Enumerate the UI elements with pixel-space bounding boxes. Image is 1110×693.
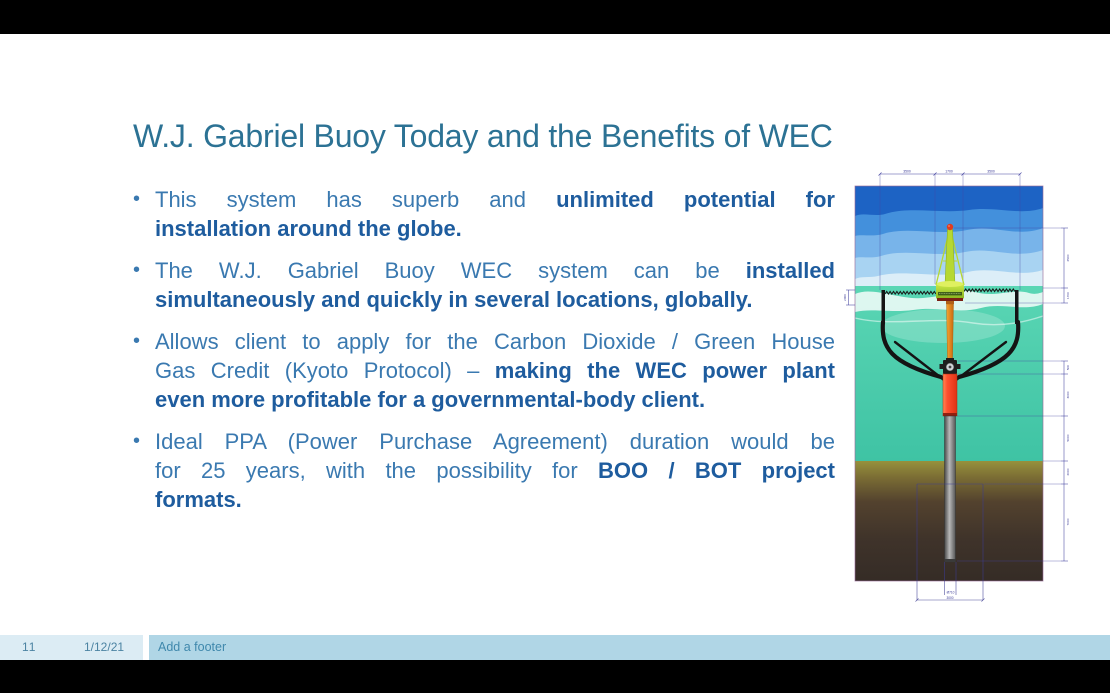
slide-title: W.J. Gabriel Buoy Today and the Benefits of WEC [133, 118, 833, 154]
dim-label-bottom-width: 3000 [946, 595, 954, 600]
slide-canvas [0, 34, 1110, 660]
letterbox-bottom [0, 660, 1110, 693]
bullet-item [133, 327, 835, 414]
left-dimension-bracket [846, 290, 855, 305]
bullet-line: Allows client to apply for the Carbon Dioxide / Green House [155, 329, 835, 354]
bullet-list [133, 185, 835, 527]
bullet-line: formats. [155, 487, 242, 512]
bullet-line: even more profitable for a governmental-body client. [155, 387, 706, 412]
bullet-marker: • [133, 259, 141, 281]
pile-sleeve [943, 374, 957, 416]
bullet-marker: • [133, 188, 141, 210]
bullet-marker: • [133, 330, 141, 352]
bullet-text [155, 327, 835, 414]
dim-label-right-4: 3000 [1066, 391, 1070, 399]
dim-label-right-7: 7000 [1066, 518, 1070, 526]
dim-label-top-left: 3500 [903, 169, 911, 174]
bullet-line: simultaneously and quickly in several locations, globally. [155, 287, 753, 312]
footer-bar [0, 635, 1110, 660]
chain-post-right [1015, 290, 1019, 324]
buoy-diagram-svg [843, 166, 1073, 626]
bullet-text [155, 185, 835, 243]
bullet-text [155, 427, 835, 514]
float-bottom-rim [937, 298, 963, 301]
bullet-marker: • [133, 430, 141, 452]
bullet-line: for 25 years, with the possibility for BOO / BOT project [155, 458, 835, 483]
bullet-line: installation around the globe. [155, 216, 462, 241]
dim-label-right-2: 1700 [1066, 292, 1070, 299]
footer-placeholder[interactable] [149, 635, 1110, 660]
dim-label-top-right: 3500 [987, 169, 995, 174]
letterbox-top [0, 0, 1110, 34]
dim-label-right-5: 5000 [1066, 434, 1070, 442]
footer-meta-section [0, 635, 143, 660]
bullet-line: Ideal PPA (Power Purchase Agreement) duration would be [155, 429, 835, 454]
buoy-diagram [843, 166, 1073, 626]
bullet-item [133, 256, 835, 314]
footer-date: 1/12/21 [84, 640, 125, 654]
drive-shaft [947, 304, 954, 360]
bullet-line: This system has superb and unlimited potential for [155, 187, 835, 212]
bullet-item [133, 185, 835, 243]
dim-label-diameter: Ø710 [946, 590, 955, 595]
footer-placeholder-label: Add a footer [158, 640, 227, 654]
dim-label-right-1: 2500 [1066, 254, 1070, 262]
slide-number: 11 [22, 640, 37, 654]
bullet-text [155, 256, 835, 314]
chain-post-left [882, 290, 886, 324]
dim-label-top-center: 1700 [945, 169, 953, 174]
dim-label-right-3: 500 [1066, 364, 1070, 371]
dim-label-left-1: 2000 [843, 294, 848, 301]
bullet-item [133, 427, 835, 514]
bullet-line: Gas Credit (Kyoto Protocol) – making the WEC power plant [155, 358, 835, 383]
monopile [945, 416, 956, 562]
bullet-line: The W.J. Gabriel Buoy WEC system can be installed [155, 258, 835, 283]
dim-label-right-6: 2000 [1066, 468, 1070, 476]
beacon-light [947, 224, 953, 230]
